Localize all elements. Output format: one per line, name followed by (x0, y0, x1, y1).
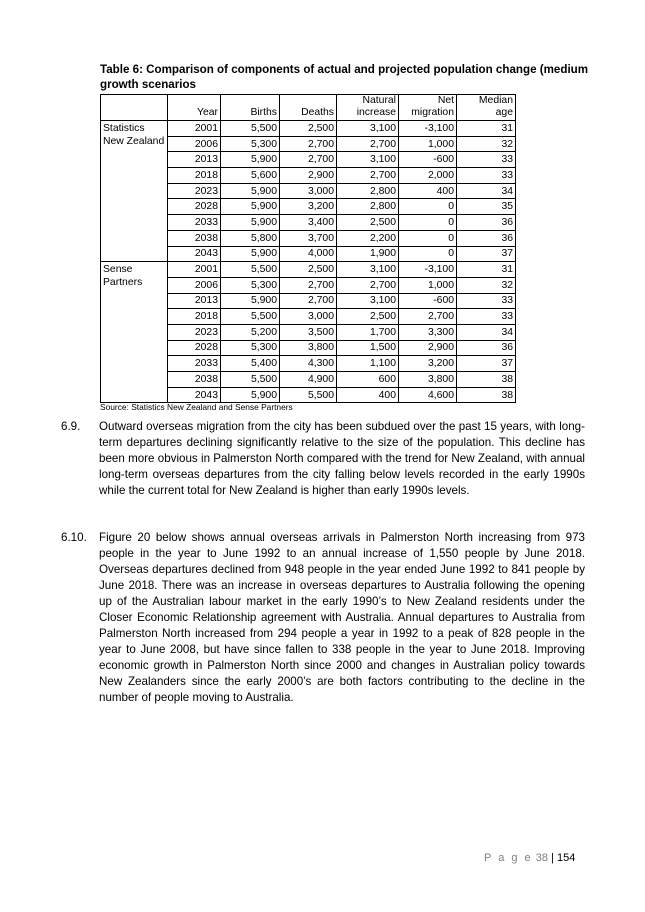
paragraph-number: 6.10. (61, 531, 87, 544)
table-caption: Table 6: Comparison of components of actual and projected population change (medium growth scenarios (100, 63, 589, 91)
cell-natural-increase: 2,500 (337, 215, 399, 231)
cell-net-migration: 4,600 (399, 387, 457, 403)
cell-year: 2023 (168, 183, 221, 199)
cell-year: 2006 (168, 136, 221, 152)
header-year: Year (168, 95, 221, 121)
cell-births: 5,300 (221, 136, 280, 152)
cell-year: 2043 (168, 387, 221, 403)
cell-median-age: 33 (457, 168, 516, 184)
cell-net-migration: 2,700 (399, 309, 457, 325)
header-net-migration: Net migration (399, 95, 457, 121)
cell-births: 5,200 (221, 324, 280, 340)
cell-births: 5,500 (221, 262, 280, 278)
cell-natural-increase: 2,700 (337, 168, 399, 184)
cell-year: 2001 (168, 121, 221, 137)
cell-median-age: 35 (457, 199, 516, 215)
cell-natural-increase: 400 (337, 387, 399, 403)
cell-year: 2006 (168, 277, 221, 293)
cell-net-migration: 400 (399, 183, 457, 199)
table-header-row (101, 95, 516, 121)
cell-natural-increase: 2,700 (337, 277, 399, 293)
paragraph-6-10 (61, 530, 585, 706)
cell-median-age: 33 (457, 309, 516, 325)
table-body (101, 121, 516, 403)
cell-deaths: 2,500 (280, 121, 337, 137)
cell-deaths: 2,900 (280, 168, 337, 184)
cell-deaths: 2,700 (280, 136, 337, 152)
cell-net-migration: -600 (399, 293, 457, 309)
cell-median-age: 38 (457, 387, 516, 403)
cell-median-age: 34 (457, 183, 516, 199)
cell-natural-increase: 2,500 (337, 309, 399, 325)
cell-year: 2018 (168, 168, 221, 184)
cell-net-migration: 0 (399, 199, 457, 215)
cell-natural-increase: 3,100 (337, 262, 399, 278)
group-label: Sense Partners (101, 262, 168, 403)
cell-net-migration: 1,000 (399, 136, 457, 152)
cell-year: 2028 (168, 340, 221, 356)
cell-natural-increase: 2,800 (337, 199, 399, 215)
cell-year: 2013 (168, 152, 221, 168)
cell-deaths: 3,200 (280, 199, 337, 215)
cell-births: 5,800 (221, 230, 280, 246)
page-label: P a g e (484, 852, 533, 864)
cell-deaths: 4,000 (280, 246, 337, 262)
page-total: 154 (556, 852, 576, 864)
cell-deaths: 3,000 (280, 309, 337, 325)
cell-net-migration: 3,200 (399, 356, 457, 372)
cell-births: 5,900 (221, 246, 280, 262)
table-source: Source: Statistics New Zealand and Sense Partners (100, 402, 293, 412)
cell-natural-increase: 2,700 (337, 136, 399, 152)
cell-natural-increase: 600 (337, 372, 399, 388)
cell-natural-increase: 3,100 (337, 152, 399, 168)
cell-births: 5,900 (221, 215, 280, 231)
cell-net-migration: 0 (399, 230, 457, 246)
cell-year: 2033 (168, 356, 221, 372)
cell-year: 2028 (168, 199, 221, 215)
cell-net-migration: 1,000 (399, 277, 457, 293)
header-deaths: Deaths (280, 95, 337, 121)
cell-deaths: 3,500 (280, 324, 337, 340)
cell-net-migration: 0 (399, 215, 457, 231)
cell-deaths: 3,800 (280, 340, 337, 356)
table-row (101, 121, 516, 137)
cell-natural-increase: 1,900 (337, 246, 399, 262)
cell-median-age: 31 (457, 262, 516, 278)
cell-natural-increase: 1,500 (337, 340, 399, 356)
cell-births: 5,900 (221, 387, 280, 403)
cell-year: 2043 (168, 246, 221, 262)
cell-median-age: 33 (457, 152, 516, 168)
header-natural-increase: Natural increase (337, 95, 399, 121)
cell-deaths: 3,400 (280, 215, 337, 231)
cell-births: 5,900 (221, 183, 280, 199)
cell-deaths: 4,900 (280, 372, 337, 388)
cell-median-age: 36 (457, 230, 516, 246)
cell-year: 2013 (168, 293, 221, 309)
cell-deaths: 2,700 (280, 277, 337, 293)
cell-net-migration: 3,800 (399, 372, 457, 388)
cell-births: 5,900 (221, 293, 280, 309)
cell-year: 2038 (168, 372, 221, 388)
cell-births: 5,400 (221, 356, 280, 372)
page-separator: | (551, 852, 554, 864)
paragraph-text: Figure 20 below shows annual overseas arrivals in Palmerston North increasing from 973 people in the year to June 1992 to an annual increase of 1,550 people by June 2018. Overseas departures declined from 948 people in the year ended June 1992 to 841 people by June 2018. There was an increase in overseas departures to Australia following the opening up of the Australian labour market in the early 1990’s to New Zealand residents under the Closer Economic Relationship agreement with Australia. Annual departures to Australia from Palmerston North increased from 294 people a year in 1992 to a peak of 828 people in the year to June 2008, but have since fallen to 338 people in the year to June 2018. Improving economic growth in Palmerston North since 2000 and changes in Australian policy towards New Zealanders since the early 2000’s are both factors contributing to the decline in the number of people moving to Australia. (99, 531, 585, 704)
cell-deaths: 5,500 (280, 387, 337, 403)
cell-deaths: 2,700 (280, 152, 337, 168)
cell-median-age: 32 (457, 277, 516, 293)
cell-deaths: 2,700 (280, 293, 337, 309)
cell-births: 5,500 (221, 372, 280, 388)
cell-median-age: 36 (457, 340, 516, 356)
cell-median-age: 31 (457, 121, 516, 137)
cell-net-migration: -600 (399, 152, 457, 168)
cell-year: 2018 (168, 309, 221, 325)
cell-deaths: 2,500 (280, 262, 337, 278)
cell-median-age: 32 (457, 136, 516, 152)
page-number: 38 (535, 852, 548, 864)
header-blank (101, 95, 168, 121)
paragraph-6-9 (61, 419, 585, 499)
cell-natural-increase: 2,200 (337, 230, 399, 246)
cell-year: 2038 (168, 230, 221, 246)
header-median-age: Median age (457, 95, 516, 121)
cell-median-age: 38 (457, 372, 516, 388)
cell-deaths: 3,000 (280, 183, 337, 199)
cell-births: 5,900 (221, 152, 280, 168)
cell-births: 5,600 (221, 168, 280, 184)
cell-median-age: 34 (457, 324, 516, 340)
cell-net-migration: 3,300 (399, 324, 457, 340)
cell-deaths: 4,300 (280, 356, 337, 372)
cell-median-age: 37 (457, 246, 516, 262)
paragraph-number: 6.9. (61, 420, 81, 433)
page-footer (484, 852, 575, 864)
cell-median-age: 37 (457, 356, 516, 372)
cell-births: 5,500 (221, 121, 280, 137)
cell-median-age: 36 (457, 215, 516, 231)
cell-natural-increase: 1,100 (337, 356, 399, 372)
cell-natural-increase: 2,800 (337, 183, 399, 199)
cell-year: 2033 (168, 215, 221, 231)
cell-year: 2001 (168, 262, 221, 278)
cell-births: 5,900 (221, 199, 280, 215)
cell-net-migration: -3,100 (399, 121, 457, 137)
cell-births: 5,300 (221, 340, 280, 356)
cell-births: 5,500 (221, 309, 280, 325)
cell-natural-increase: 1,700 (337, 324, 399, 340)
cell-births: 5,300 (221, 277, 280, 293)
header-births: Births (221, 95, 280, 121)
cell-net-migration: -3,100 (399, 262, 457, 278)
paragraph-text: Outward overseas migration from the city has been subdued over the past 15 years, with long-term departures declining significantly relative to the size of the population. This decline has been more obvious in Palmerston North compared with the trend for New Zealand, with annual long-term overseas departures from the city falling below levels recorded in the early 1990s while the current total for New Zealand is higher than early 1990s levels. (99, 420, 585, 497)
cell-net-migration: 2,900 (399, 340, 457, 356)
cell-natural-increase: 3,100 (337, 293, 399, 309)
table-row (101, 262, 516, 278)
cell-net-migration: 0 (399, 246, 457, 262)
cell-natural-increase: 3,100 (337, 121, 399, 137)
cell-net-migration: 2,000 (399, 168, 457, 184)
cell-deaths: 3,700 (280, 230, 337, 246)
population-table (100, 94, 516, 403)
cell-year: 2023 (168, 324, 221, 340)
cell-median-age: 33 (457, 293, 516, 309)
group-label: Statistics New Zealand (101, 121, 168, 262)
